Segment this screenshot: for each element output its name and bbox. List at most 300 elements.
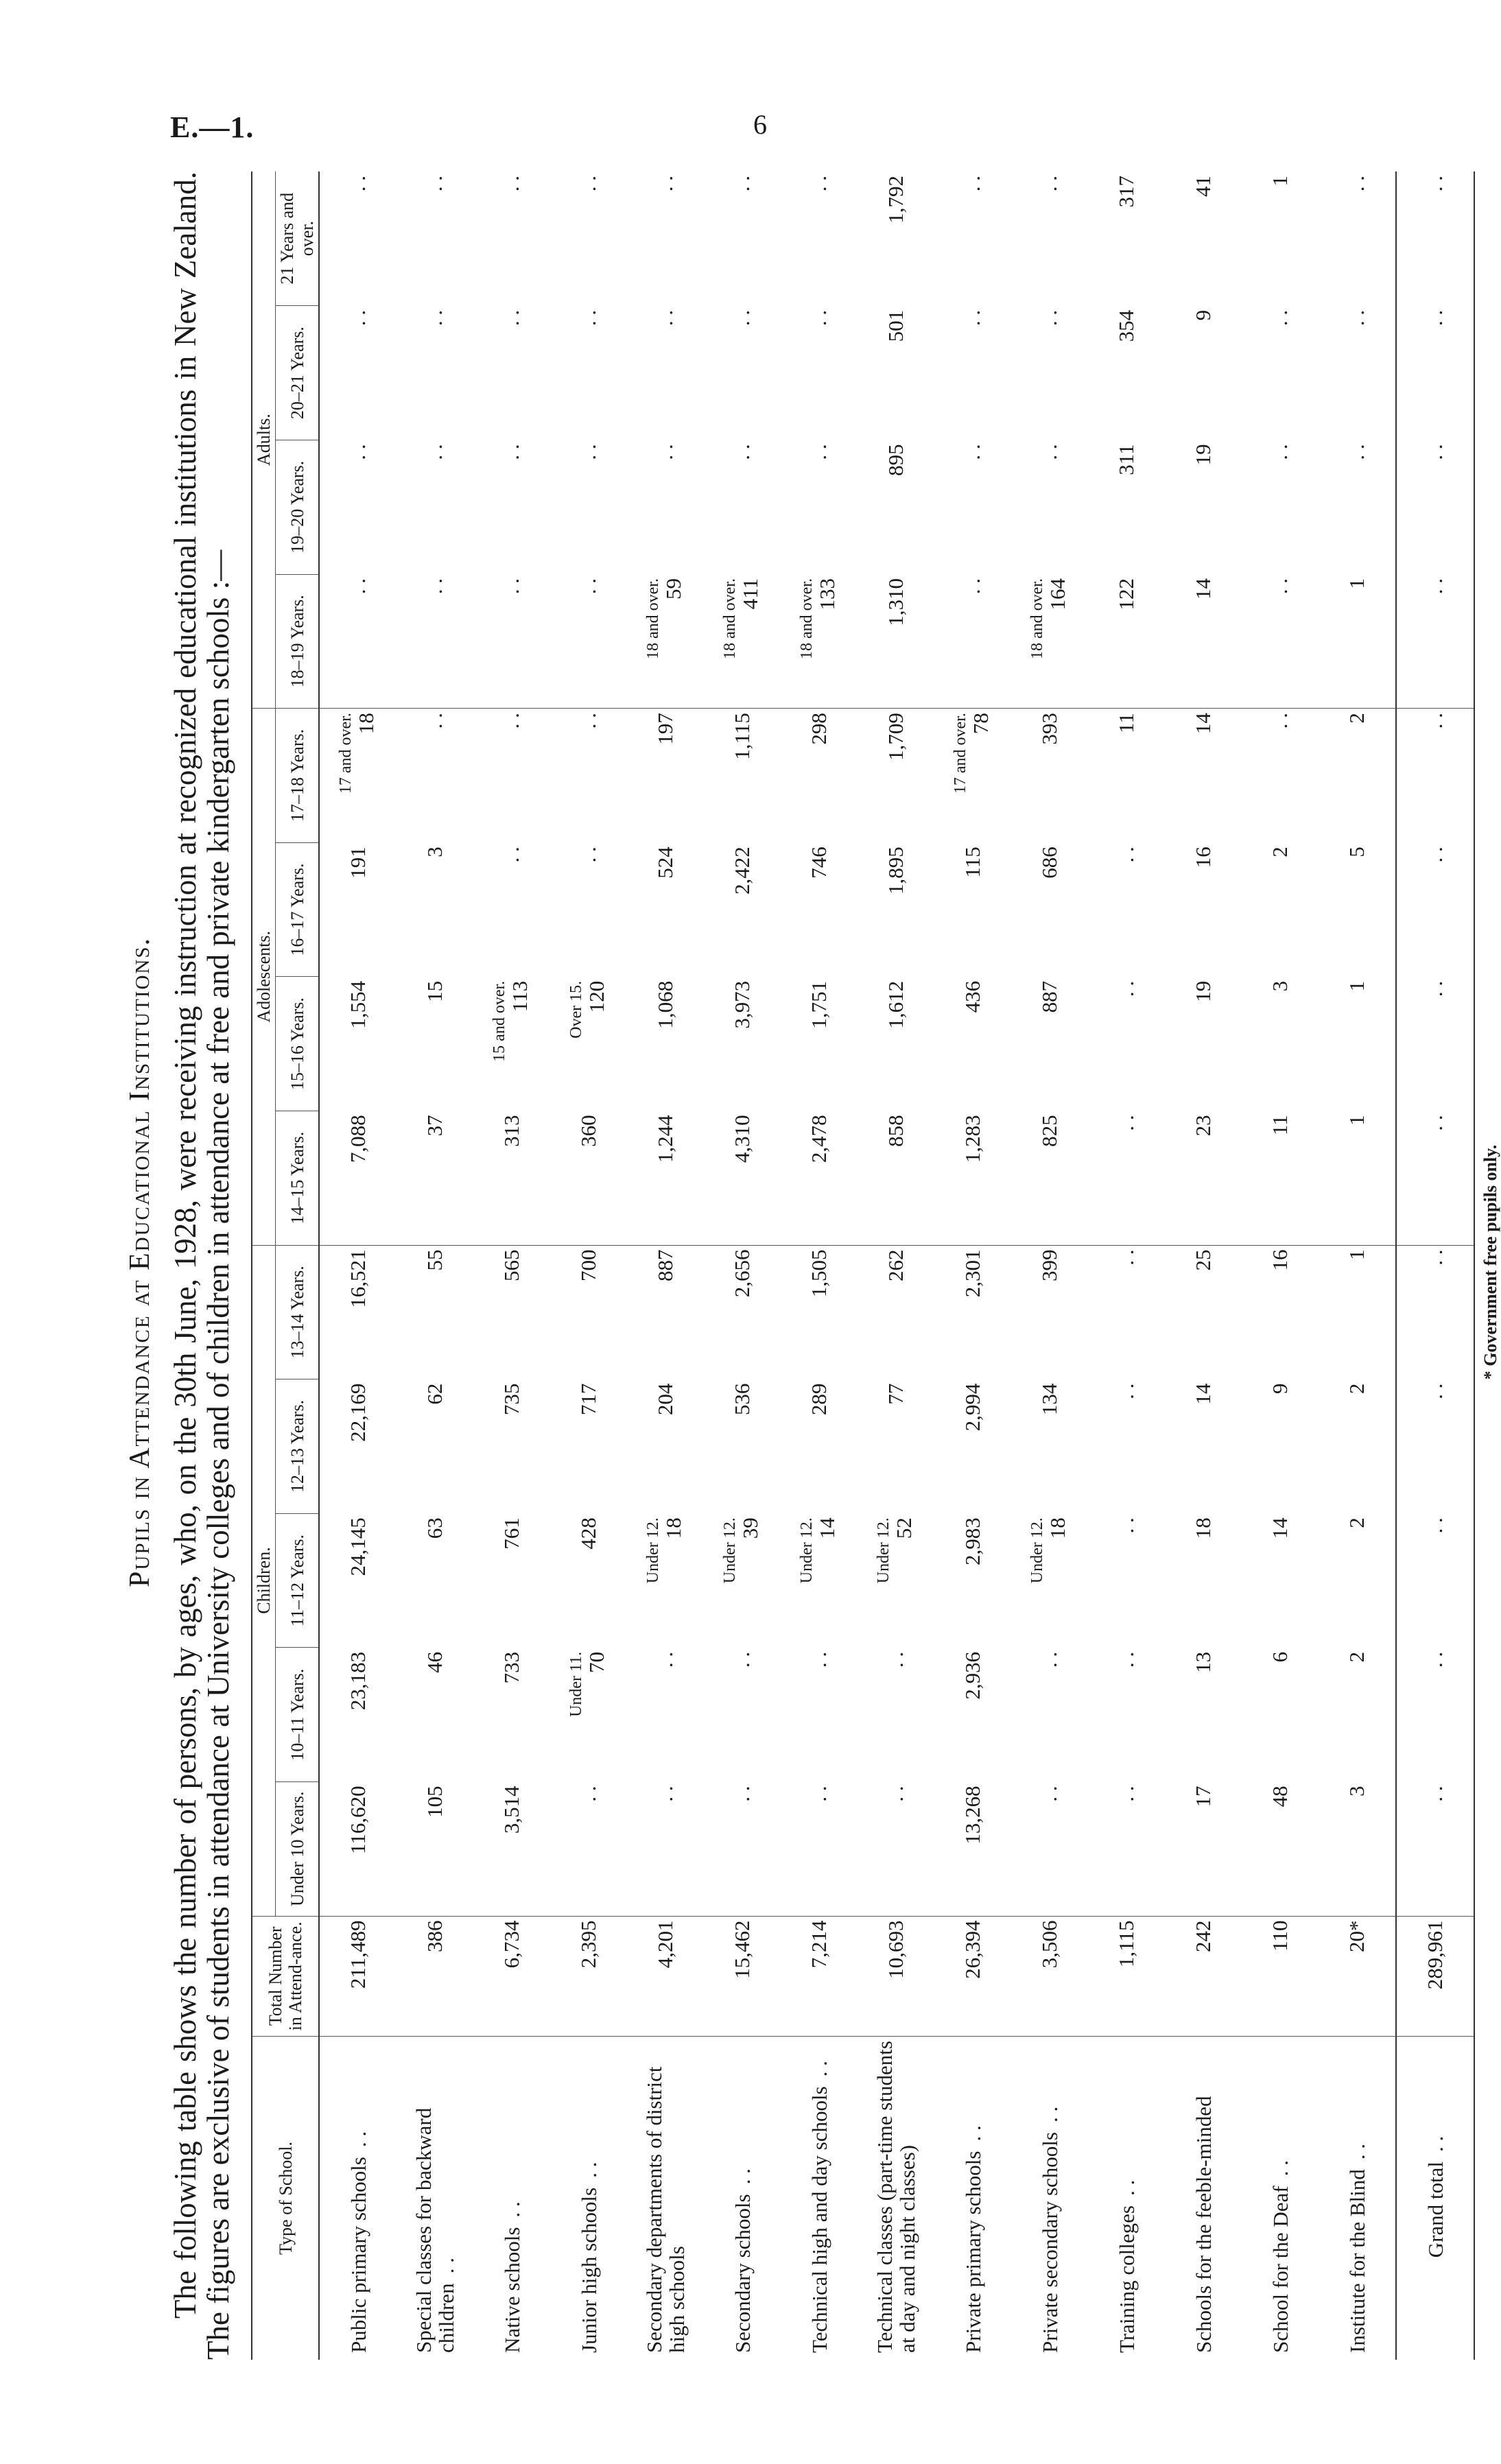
age-count-cell <box>1011 977 1088 1111</box>
cell-value: 1,751 <box>807 980 831 1029</box>
cell-value: 20* <box>1345 1920 1369 1953</box>
cell-value: 501 <box>884 309 908 342</box>
cell-value: 2,395 <box>576 1920 600 1969</box>
attendance-table <box>251 171 1475 2360</box>
table-row <box>1088 171 1165 2360</box>
age-count-cell <box>781 1781 858 1916</box>
cell-value: 858 <box>884 1115 908 1147</box>
cell-value: 895 <box>884 444 908 476</box>
cell-value: 289 <box>807 1383 831 1416</box>
cell-value: . . <box>346 578 370 595</box>
total-attendance-cell <box>1088 1916 1165 2037</box>
age-count-cell <box>1242 842 1319 977</box>
cell-value: 1 <box>1345 980 1369 992</box>
total-attendance-cell <box>934 1916 1011 2037</box>
cell-value: 436 <box>960 980 984 1013</box>
cell-value: 262 <box>884 1249 908 1282</box>
age-count-cell <box>627 709 704 843</box>
age-count-cell <box>627 574 704 709</box>
age-count-cell <box>550 709 627 843</box>
cell-value: . . <box>1423 444 1447 460</box>
cell-value: 1,068 <box>653 980 677 1029</box>
intro-paragraph: The following table shows the number of persons, by ages, who, on the 30th June, 1928, were receiving instruction at recognized educational institutions in New Zealand. The figures are exclusive of students in attendance at University colleges and of children in attendance at free and private kindergarten schools :— <box>168 171 235 2360</box>
cell-value: 37 <box>423 1115 447 1137</box>
age-count-cell <box>934 842 1011 977</box>
cell-value: . . <box>807 1786 831 1802</box>
table-body <box>319 171 1474 2360</box>
cell-value: . . <box>807 176 831 192</box>
total-attendance-cell <box>473 1916 550 2037</box>
cell-value: 22,169 <box>346 1383 370 1442</box>
age-count-cell <box>473 842 550 977</box>
cell-value: 1 <box>1345 1249 1369 1261</box>
age-count-cell <box>1396 977 1474 1111</box>
age-count-cell <box>627 171 704 306</box>
leader-dots: . . <box>346 2131 370 2148</box>
cell-value: 1,612 <box>884 980 908 1029</box>
cell-value: . . <box>730 176 754 192</box>
age-count-cell <box>1319 306 1396 440</box>
cell-value: . . <box>730 1786 754 1802</box>
cell-value: . . <box>653 1786 677 1802</box>
age-count-cell <box>550 1781 627 1916</box>
table-row <box>627 171 704 2360</box>
age-count-cell <box>858 1781 934 1916</box>
total-attendance-cell <box>858 1916 934 2037</box>
cell-value: 1 <box>1345 1115 1369 1126</box>
school-type-label: Institute for the Blind <box>1345 2169 1369 2353</box>
cell-value: 26,394 <box>960 1920 984 1979</box>
cell-value: . . <box>1423 846 1447 863</box>
age-count-cell <box>1396 574 1474 709</box>
age-count-cell <box>1165 709 1242 843</box>
leader-dots: . . <box>434 2258 458 2274</box>
school-type-label: Technical high and day schools <box>807 2086 831 2353</box>
header-group-adults: Adults. <box>252 171 276 709</box>
cell-value: . . <box>1114 1651 1138 1668</box>
age-range-note: Under 12. <box>798 1517 816 1584</box>
age-count-cell <box>1242 306 1319 440</box>
age-count-cell <box>1088 842 1165 977</box>
age-range-note: 18 and over. <box>798 578 816 659</box>
cell-value: . . <box>423 578 447 595</box>
cell-value: 4,310 <box>730 1115 754 1163</box>
age-count-cell <box>858 1648 934 1782</box>
age-count-cell <box>1319 1781 1396 1916</box>
cell-value: 110 <box>1268 1920 1292 1952</box>
total-attendance-cell <box>550 1916 627 2037</box>
age-count-cell <box>781 171 858 306</box>
cell-value: . . <box>1037 309 1061 327</box>
header-age-column: 11–12 Years. <box>276 1513 320 1648</box>
age-count-cell <box>858 1513 934 1648</box>
cell-value: . . <box>1268 309 1292 327</box>
age-count-cell <box>397 1111 473 1245</box>
age-count-cell <box>781 1513 858 1648</box>
leader-dots: . . <box>1268 2160 1292 2177</box>
school-type-cell <box>934 2037 1011 2360</box>
cell-value: 887 <box>653 1249 677 1282</box>
age-count-cell <box>1165 1648 1242 1782</box>
age-count-cell <box>473 171 550 306</box>
cell-value: . . <box>653 309 677 327</box>
age-range-note: Under 12. <box>721 1517 739 1584</box>
cell-value: 242 <box>1191 1920 1215 1953</box>
header-age-column: 20–21 Years. <box>276 306 320 440</box>
age-count-cell <box>1242 440 1319 574</box>
cell-value: 41 <box>1191 176 1215 197</box>
age-count-cell <box>1088 1781 1165 1916</box>
cell-value: . . <box>1114 1249 1138 1266</box>
cell-value: 825 <box>1037 1115 1061 1147</box>
cell-value: 360 <box>576 1115 600 1147</box>
cell-value: 2 <box>1268 846 1292 857</box>
cell-value: 116,620 <box>346 1786 370 1855</box>
cell-value: 23,183 <box>346 1651 370 1711</box>
school-type-label: Secondary departments of district high schools <box>642 2066 689 2353</box>
age-count-cell <box>1011 440 1088 574</box>
age-count-cell <box>1088 709 1165 843</box>
cell-value: . . <box>653 1651 677 1668</box>
cell-value: . . <box>1423 578 1447 595</box>
cell-value: 3 <box>1268 980 1292 992</box>
cell-value: 77 <box>884 1383 908 1405</box>
header-group-adolescents: Adolescents. <box>252 709 276 1245</box>
age-count-cell <box>473 977 550 1111</box>
age-count-cell <box>934 1513 1011 1648</box>
cell-value: 717 <box>576 1383 600 1416</box>
age-count-cell <box>319 440 397 574</box>
total-attendance-cell <box>704 1916 781 2037</box>
cell-value: . . <box>1423 980 1447 997</box>
cell-value: 1,505 <box>807 1249 831 1298</box>
table-row <box>858 171 934 2360</box>
age-count-cell <box>473 1245 550 1379</box>
cell-value: 1,283 <box>960 1115 984 1163</box>
cell-value: 1,115 <box>730 713 754 760</box>
age-range-note: Over 15. <box>567 980 585 1039</box>
cell-value: . . <box>1114 1517 1138 1534</box>
cell-value: 1,895 <box>884 846 908 895</box>
school-type-label: Technical classes (part-time students at day and night classes) <box>873 2041 919 2353</box>
age-count-cell <box>1011 1379 1088 1514</box>
age-count-cell <box>397 171 473 306</box>
age-count-cell <box>1319 1111 1396 1245</box>
total-attendance-cell <box>781 1916 858 2037</box>
cell-value: . . <box>1268 444 1292 460</box>
age-count-cell <box>704 709 781 843</box>
cell-value: 39 <box>738 1517 762 1539</box>
age-count-cell <box>1011 171 1088 306</box>
age-count-cell <box>1319 977 1396 1111</box>
cell-value: 18 <box>354 713 378 735</box>
cell-value: . . <box>960 578 984 595</box>
age-count-cell <box>1165 1513 1242 1648</box>
cell-value: 16,521 <box>346 1249 370 1308</box>
cell-value: . . <box>423 444 447 460</box>
age-count-cell <box>934 977 1011 1111</box>
cell-value: 19 <box>1191 980 1215 1002</box>
cell-value: . . <box>1423 1651 1447 1668</box>
header-total-attendance: Total Number in Attend-ance. <box>252 1916 319 2037</box>
age-count-cell <box>1165 171 1242 306</box>
age-count-cell <box>704 574 781 709</box>
age-count-cell <box>397 1245 473 1379</box>
age-count-cell <box>704 171 781 306</box>
age-count-cell <box>704 1111 781 1245</box>
cell-value: . . <box>1114 980 1138 997</box>
header-group-children: Children. <box>252 1245 276 1916</box>
cell-value: . . <box>1037 1786 1061 1802</box>
cell-value: . . <box>576 1786 600 1802</box>
age-count-cell <box>319 1648 397 1782</box>
age-count-cell <box>1165 1781 1242 1916</box>
age-count-cell <box>1319 1379 1396 1514</box>
age-count-cell <box>319 977 397 1111</box>
age-count-cell <box>1319 440 1396 574</box>
cell-value: 9 <box>1191 309 1215 321</box>
cell-value: . . <box>1037 444 1061 460</box>
header-age-column: 16–17 Years. <box>276 842 320 977</box>
cell-value: . . <box>346 309 370 327</box>
cell-value: . . <box>1114 846 1138 863</box>
age-count-cell <box>934 1111 1011 1245</box>
cell-value: . . <box>576 846 600 863</box>
school-type-cell <box>781 2037 858 2360</box>
cell-value: 354 <box>1114 309 1138 342</box>
total-attendance-cell <box>1319 1916 1396 2037</box>
header-age-column: 14–15 Years. <box>276 1111 320 1245</box>
age-count-cell <box>627 1379 704 1514</box>
age-count-cell <box>1396 1111 1474 1245</box>
table-row <box>397 171 473 2360</box>
cell-value: 411 <box>738 578 762 610</box>
age-count-cell <box>319 1513 397 1648</box>
cell-value: . . <box>346 444 370 460</box>
school-type-label: Public primary schools <box>346 2157 370 2353</box>
table-row <box>704 171 781 2360</box>
age-range-note: 17 and over. <box>952 713 969 794</box>
age-count-cell <box>1165 842 1242 977</box>
age-count-cell <box>1088 1513 1165 1648</box>
cell-value: . . <box>499 444 523 460</box>
age-count-cell <box>319 1245 397 1379</box>
header-age-column: 10–11 Years. <box>276 1648 320 1782</box>
cell-value: 14 <box>1268 1517 1292 1539</box>
cell-value: 386 <box>423 1920 447 1953</box>
table-row <box>934 171 1011 2360</box>
cell-value: . . <box>730 444 754 460</box>
age-count-cell <box>1088 440 1165 574</box>
cell-value: 746 <box>807 846 831 879</box>
cell-value: 761 <box>499 1517 523 1550</box>
age-count-cell <box>934 171 1011 306</box>
cell-value: 311 <box>1114 444 1138 475</box>
leader-dots: . . <box>499 2201 524 2218</box>
age-count-cell <box>1242 1781 1319 1916</box>
age-count-cell <box>1088 574 1165 709</box>
age-count-cell <box>397 1648 473 1782</box>
age-count-cell <box>1011 1781 1088 1916</box>
cell-value: . . <box>576 309 600 327</box>
age-count-cell <box>934 1245 1011 1379</box>
school-type-cell <box>1011 2037 1088 2360</box>
cell-value: 15,462 <box>730 1920 754 1979</box>
age-count-cell <box>1396 709 1474 843</box>
cell-value: 52 <box>892 1517 916 1539</box>
cell-value: 16 <box>1191 846 1215 868</box>
age-count-cell <box>397 977 473 1111</box>
age-count-cell <box>473 306 550 440</box>
leader-dots: . . <box>730 2168 755 2185</box>
age-count-cell <box>1319 1648 1396 1782</box>
age-count-cell <box>473 1648 550 1782</box>
age-count-cell <box>1396 306 1474 440</box>
cell-value: 3,973 <box>730 980 754 1029</box>
age-count-cell <box>473 1781 550 1916</box>
age-count-cell <box>550 977 627 1111</box>
cell-value: 289,961 <box>1423 1920 1447 1990</box>
cell-value: 2,983 <box>960 1517 984 1565</box>
cell-value: . . <box>499 578 523 595</box>
total-attendance-cell <box>1396 1916 1474 2037</box>
age-count-cell <box>473 1513 550 1648</box>
age-count-cell <box>781 1648 858 1782</box>
cell-value: . . <box>499 846 523 863</box>
cell-value: 11 <box>1268 1115 1292 1136</box>
cell-value: 2,936 <box>960 1651 984 1700</box>
leader-dots: . . <box>1114 2179 1139 2196</box>
age-count-cell <box>1165 1379 1242 1514</box>
age-count-cell <box>1242 574 1319 709</box>
cell-value: . . <box>346 176 370 192</box>
age-count-cell <box>550 306 627 440</box>
header-age-column: 19–20 Years. <box>276 440 320 574</box>
cell-value: 9 <box>1268 1383 1292 1395</box>
age-count-cell <box>1011 1245 1088 1379</box>
total-attendance-cell <box>1242 1916 1319 2037</box>
age-count-cell <box>934 306 1011 440</box>
age-count-cell <box>1165 440 1242 574</box>
header-age-column: 21 Years and over. <box>276 171 320 306</box>
school-type-label: Private primary schools <box>960 2151 985 2353</box>
cell-value: 2,994 <box>960 1383 984 1432</box>
cell-value: . . <box>1423 1517 1447 1534</box>
age-count-cell <box>627 1513 704 1648</box>
age-count-cell <box>704 1781 781 1916</box>
cell-value: 2 <box>1345 1517 1369 1528</box>
total-attendance-cell <box>319 1916 397 2037</box>
age-count-cell <box>1242 977 1319 1111</box>
cell-value: 313 <box>499 1115 523 1147</box>
age-count-cell <box>1396 1513 1474 1648</box>
cell-value: . . <box>423 713 447 729</box>
cell-value: . . <box>1114 1786 1138 1802</box>
age-count-cell <box>858 574 934 709</box>
page-title: Pupils in Attendance at Educational Institutions. <box>124 937 156 1587</box>
age-count-cell <box>319 1379 397 1514</box>
age-count-cell <box>704 842 781 977</box>
cell-value: 399 <box>1037 1249 1061 1282</box>
cell-value: . . <box>1268 713 1292 729</box>
cell-value: 18 <box>661 1517 685 1539</box>
cell-value: . . <box>1268 578 1292 595</box>
cell-value: 24,145 <box>346 1517 370 1576</box>
age-count-cell <box>858 171 934 306</box>
cell-value: 6,734 <box>499 1920 523 1969</box>
cell-value: 7,088 <box>346 1115 370 1163</box>
cell-value: . . <box>499 309 523 327</box>
cell-value: 7,214 <box>807 1920 831 1969</box>
cell-value: . . <box>807 309 831 327</box>
age-count-cell <box>1319 1245 1396 1379</box>
age-count-cell <box>1396 1245 1474 1379</box>
cell-value: 1 <box>1345 578 1369 589</box>
cell-value: 1,244 <box>653 1115 677 1163</box>
cell-value: 2,478 <box>807 1115 831 1163</box>
cell-value: . . <box>1037 1651 1061 1668</box>
cell-value: 23 <box>1191 1115 1215 1137</box>
leader-dots: . . <box>576 2161 601 2178</box>
cell-value: 887 <box>1037 980 1061 1013</box>
cell-value: 735 <box>499 1383 523 1416</box>
age-count-cell <box>1088 1379 1165 1514</box>
age-count-cell <box>704 977 781 1111</box>
cell-value: 1,115 <box>1114 1920 1138 1968</box>
cell-value: 122 <box>1114 578 1138 611</box>
cell-value: 428 <box>576 1517 600 1550</box>
age-count-cell <box>550 171 627 306</box>
age-count-cell <box>934 1648 1011 1782</box>
age-count-cell <box>781 842 858 977</box>
school-type-cell <box>1396 2037 1474 2360</box>
cell-value: . . <box>423 176 447 192</box>
school-type-cell <box>1165 2037 1242 2360</box>
table-row <box>319 171 397 2360</box>
age-count-cell <box>550 1648 627 1782</box>
age-count-cell <box>319 171 397 306</box>
age-count-cell <box>1165 1111 1242 1245</box>
age-count-cell <box>319 1111 397 1245</box>
cell-value: 18 <box>1191 1517 1215 1539</box>
age-count-cell <box>934 709 1011 843</box>
cell-value: 14 <box>815 1517 839 1539</box>
cell-value: 298 <box>807 713 831 745</box>
footnote: * Government free pupils only. <box>1480 1144 1500 1380</box>
cell-value: 46 <box>423 1651 447 1673</box>
cell-value: 78 <box>969 713 993 735</box>
cell-value: 120 <box>584 980 608 1013</box>
cell-value: 1,792 <box>884 176 908 224</box>
cell-value: 133 <box>815 578 839 611</box>
cell-value: 115 <box>960 846 984 878</box>
cell-value: 134 <box>1037 1383 1061 1416</box>
cell-value: 197 <box>653 713 677 745</box>
leader-dots: . . <box>1423 2135 1447 2152</box>
cell-value: 211,489 <box>346 1920 370 1989</box>
age-count-cell <box>550 842 627 977</box>
age-count-cell <box>704 306 781 440</box>
school-type-cell <box>858 2037 934 2360</box>
cell-value: . . <box>576 713 600 729</box>
cell-value: . . <box>499 176 523 192</box>
age-count-cell <box>550 1513 627 1648</box>
cell-value: 18 <box>1045 1517 1069 1539</box>
cell-value: 733 <box>499 1651 523 1684</box>
age-count-cell <box>1088 306 1165 440</box>
age-count-cell <box>397 709 473 843</box>
age-count-cell <box>781 977 858 1111</box>
